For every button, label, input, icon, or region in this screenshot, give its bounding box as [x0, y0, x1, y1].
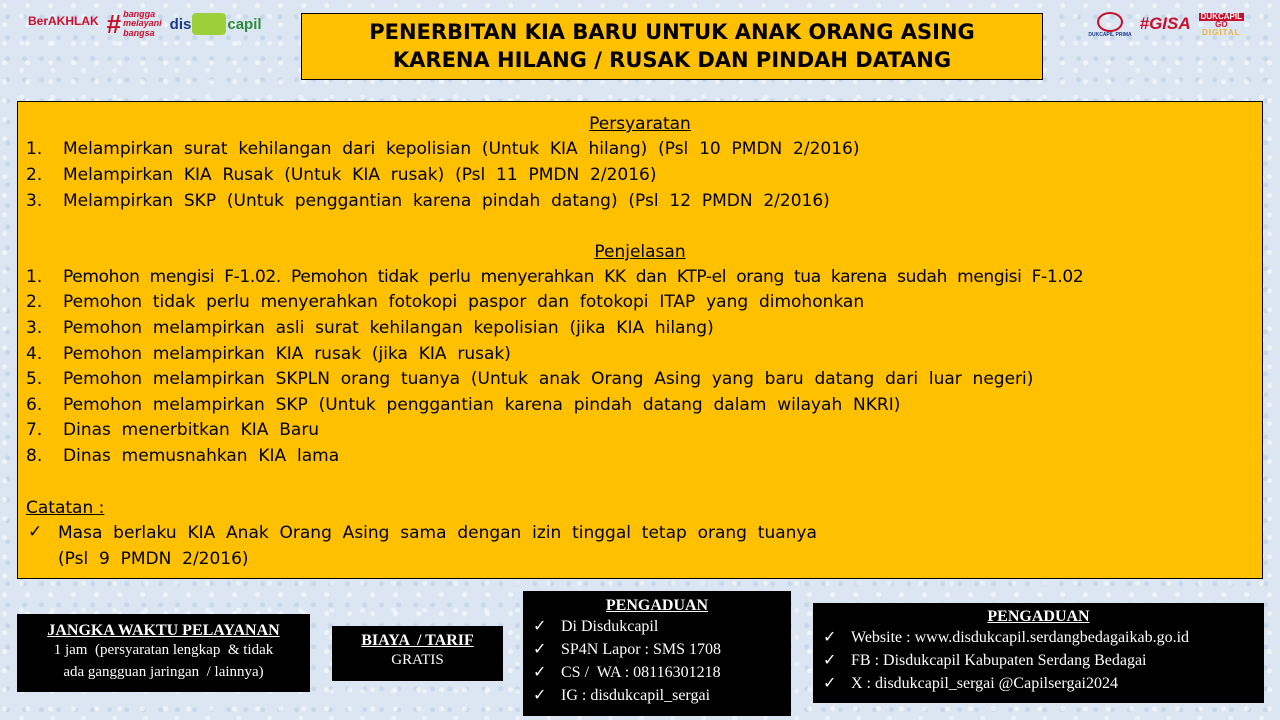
- checkmark-icon: ✓: [823, 652, 837, 669]
- pengaduan-heading: PENGADUAN: [605, 597, 709, 614]
- penjelasan-heading: Penjelasan: [594, 242, 686, 262]
- biaya-tarif-value: GRATIS: [391, 652, 444, 668]
- list-item: ✓ FB : Disdukcapil Kabupaten Serdang Bedagai: [823, 649, 1264, 672]
- list-item: ✓ Website : www.disdukcapil.serdangbedagaikab.go.id: [823, 626, 1264, 649]
- checkmark-icon: ✓: [533, 664, 547, 681]
- biaya-tarif-box: [332, 626, 503, 681]
- penjelasan-item: 6. Pemohon melampirkan SKP (Untuk penggantian karena pindah datang dalam wilayah NKRI): [26, 395, 901, 415]
- header-logos-right: [1088, 12, 1244, 39]
- catatan-note-line-2: (Psl 9 PMDN 2/2016): [58, 549, 249, 569]
- persyaratan-item: 3. Melampirkan SKP (Untuk penggantian karena pindah datang) (Psl 12 PMDN 2/2016): [26, 191, 830, 211]
- title-line-2: KARENA HILANG / RUSAK DAN PINDAH DATANG: [392, 47, 952, 72]
- jangka-waktu-heading: JANGKA WAKTU PELAYANAN: [47, 622, 280, 639]
- gisa-logo: #GISA: [1140, 15, 1191, 36]
- checkmark-icon: ✓: [28, 522, 43, 542]
- pengaduan-list: [823, 626, 1264, 695]
- pengaduan-box-2: [813, 603, 1264, 703]
- checkmark-icon: ✓: [823, 629, 837, 646]
- checkmark-icon: ✓: [823, 675, 837, 692]
- bangga-melayani-bangsa-logo: # bangga melayani bangsa: [106, 9, 162, 40]
- pengaduan-box-1: [523, 591, 791, 716]
- pengaduan-heading: PENGADUAN: [987, 608, 1090, 625]
- disdukcapil-cross-icon: [192, 13, 226, 35]
- pengaduan-list: [533, 615, 791, 707]
- header-logos-left: [28, 10, 262, 38]
- dukcapil-prima-logo: DUKCAPIL PRIMA: [1088, 12, 1131, 39]
- penjelasan-item: 2. Pemohon tidak perlu menyerahkan fotokopi paspor dan fotokopi ITAP yang dimohonkan: [26, 292, 865, 312]
- penjelasan-item: 1. Pemohon mengisi F-1.02. Pemohon tidak perlu menyerahkan KK dan KTP-el orang tua karena sudah mengisi F-1.02: [26, 267, 1084, 287]
- page-title: [301, 13, 1043, 80]
- penjelasan-item: 3. Pemohon melampirkan asli surat kehilangan kepolisian (jika KIA hilang): [26, 318, 714, 338]
- list-item: ✓ X : disdukcapil_sergai @Capilsergai2024: [823, 672, 1264, 695]
- jangka-waktu-line-2: ada gangguan jaringan / lainnya): [63, 663, 264, 680]
- list-item: ✓ SP4N Lapor : SMS 1708: [533, 638, 791, 661]
- persyaratan-item: 1. Melampirkan surat kehilangan dari kepolisian (Untuk KIA hilang) (Psl 10 PMDN 2/2016): [26, 139, 860, 159]
- biaya-tarif-heading: BIAYA / TARIF: [361, 632, 474, 649]
- penjelasan-item: 4. Pemohon melampirkan KIA rusak (jika KIA rusak): [26, 344, 511, 364]
- penjelasan-item: 5. Pemohon melampirkan SKPLN orang tuanya (Untuk anak Orang Asing yang baru datang dari luar negeri): [26, 369, 1034, 389]
- berakhlak-logo: BerAKHLAK: [28, 15, 99, 33]
- penjelasan-item: 8. Dinas memusnahkan KIA lama: [26, 446, 340, 466]
- penjelasan-item: 7. Dinas menerbitkan KIA Baru: [26, 420, 320, 440]
- checkmark-icon: ✓: [533, 641, 547, 658]
- list-item: ✓ IG : disdukcapil_sergai: [533, 684, 791, 707]
- checkmark-icon: ✓: [533, 618, 547, 635]
- berakhlak-logo-fineprint: [28, 29, 99, 33]
- list-item: ✓ Di Disdukcapil: [533, 615, 791, 638]
- persyaratan-heading: Persyaratan: [589, 114, 691, 134]
- prima-emblem-icon: [1097, 12, 1123, 32]
- jangka-waktu-box: [17, 614, 310, 692]
- dukcapil-go-digital-logo: DUKCAPIL GO DIGITAL: [1200, 11, 1242, 38]
- list-item: ✓ CS / WA : 08116301218: [533, 661, 791, 684]
- catatan-note-line-1: Masa berlaku KIA Anak Orang Asing sama dengan izin tinggal tetap orang tuanya: [58, 523, 817, 543]
- main-content-panel: [17, 101, 1263, 579]
- title-line-1: PENERBITAN KIA BARU UNTUK ANAK ORANG ASING: [369, 20, 975, 45]
- disdukcapil-logo: dis capil: [170, 13, 262, 35]
- catatan-label: Catatan :: [26, 498, 105, 518]
- jangka-waktu-line-1: 1 jam (persyaratan lengkap & tidak: [53, 642, 274, 658]
- persyaratan-item: 2. Melampirkan KIA Rusak (Untuk KIA rusak) (Psl 11 PMDN 2/2016): [26, 165, 657, 185]
- checkmark-icon: ✓: [533, 687, 547, 704]
